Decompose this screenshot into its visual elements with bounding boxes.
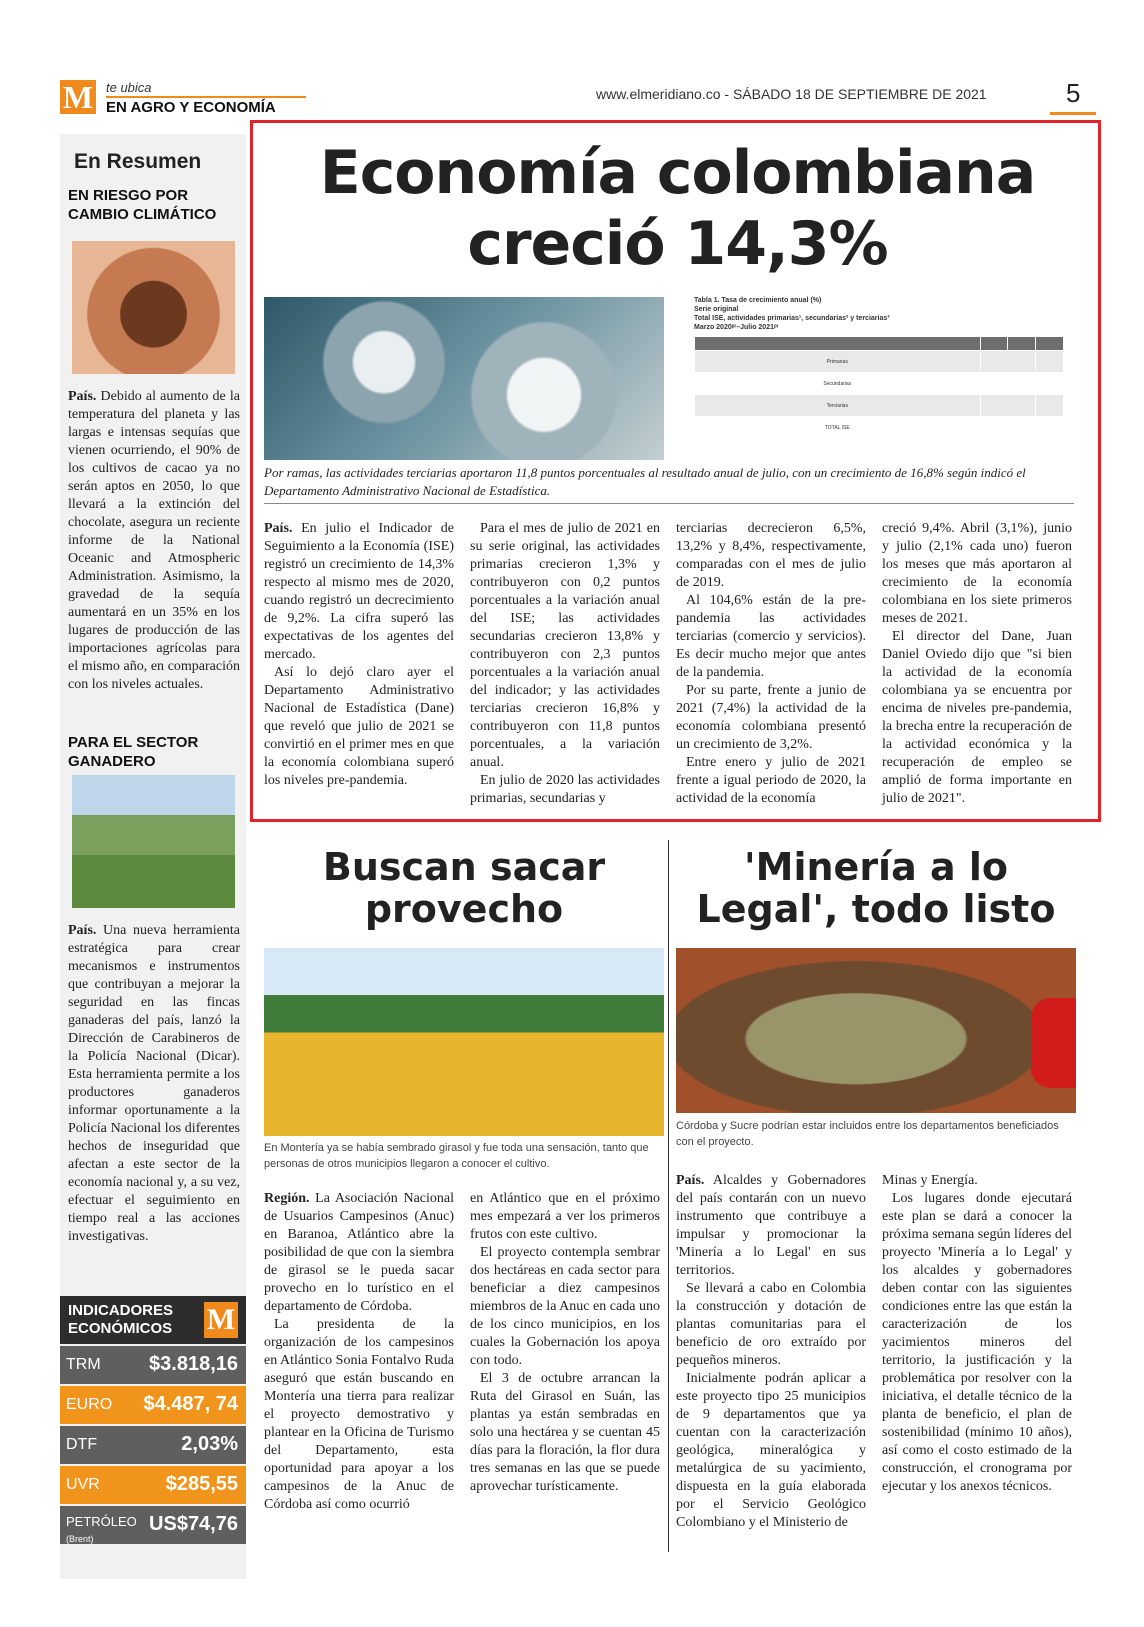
feature-column-1 — [264, 520, 454, 790]
feature-headline: Economía colombiana creció 14,3% — [319, 138, 1036, 279]
table-title-line: Serie original — [694, 306, 739, 313]
indicator-value: $285,55 — [165, 1473, 238, 1495]
indicator-sublabel: (Brent) — [66, 1534, 94, 1544]
paragraph: El director del Dane, Juan Daniel Oviedo dijo que "si bien la actividad de la economía colombiana ya se encuentra por encima de niveles pre-pandemia, la brecha entre la recuperación de la actividad económica y la recuperación de empleo se amplió de forma importante en julio de 2021". — [882, 629, 1072, 806]
girasol-column-1 — [264, 1190, 454, 1514]
feature-column-2 — [470, 520, 660, 808]
table-row-label: Primarias — [695, 351, 981, 373]
red-sleeve-detail — [1031, 998, 1076, 1088]
section-title: EN AGRO Y ECONOMÍA — [106, 99, 276, 116]
paragraph — [264, 1190, 454, 1316]
paragraph: creció 9,4%. Abril (3,1%), junio y julio (2,1% cada uno) fueron los meses que más aportaron al crecimiento de la economía colombiana en los siete primeros meses de 2021. — [882, 521, 1072, 626]
page-number: 5 — [1066, 78, 1081, 108]
paragraph: Inicialmente podrán aplicar a este proyecto tipo 25 municipios de 9 departamentos que ya cuentan con la caracterización geológica, mineralógica y metalúrgica de su yacimiento, dispuesta en la guía elaborada por el Servicio Geológico Colombiano y el Ministerio de — [676, 1371, 866, 1530]
paragraph: Al 104,6% están de la pre-pandemia las actividades terciarias (comercio y servicios). Es decir mucho mejor que antes de la pandemia. — [676, 593, 866, 680]
mineria-column-1 — [676, 1172, 866, 1532]
sidebar-item1-body: Debido al aumento de la temperatura del planeta y las largas e intensas sequías que vienen ocurriendo, el 90% de los cultivos de cacao ya no serán aptos en 2050, lo que llevará a la extinción del chocolate, asegura un reciente informe de la National Oceanic and Atmospheric Administration. Asimismo, la gravedad de la sequía aumentará en un 35% en los lugares de producción de las importaciones agrícolas para el mismo año, en comparación con los niveles actuales. — [68, 389, 240, 692]
caption-rule — [264, 503, 1074, 504]
sidebar-item1-heading: EN RIESGO POR CAMBIO CLIMÁTICO — [68, 187, 217, 223]
paragraph: Entre enero y julio de 2021 frente a igual periodo de 2020, la actividad de la economía — [676, 755, 866, 806]
feature-caption: Por ramas, las actividades terciarias aportaron 11,8 puntos porcentuales al resultado anual de julio, con un crecimiento de 16,8% según indicó el Departamento Administrativo Nacional de Estadística. — [264, 465, 1026, 498]
indicator-row-dtf — [60, 1426, 246, 1464]
indicator-value: US$74,76 — [149, 1513, 238, 1535]
mineria-caption: Córdoba y Sucre podrían estar incluidos entre los departamentos beneficiados con el proyecto. — [676, 1120, 1059, 1148]
indicator-label: TRM — [66, 1356, 101, 1373]
indicator-row-uvr — [60, 1466, 246, 1504]
indicator-label: DTF — [66, 1436, 98, 1453]
indicators-logo: M — [204, 1302, 238, 1338]
paragraph — [264, 520, 454, 664]
lead-word: País. — [676, 1173, 705, 1188]
lead-word: País. — [264, 521, 293, 536]
coins-photo — [264, 297, 664, 460]
table-header — [695, 337, 981, 351]
paragraph: Los lugares donde ejecutará este plan se dará a conocer la próxima semana según líderes del proyecto 'Minería a lo Legal' y los alcaldes y gobernadores deben contar con las siguientes condiciones entre las que están la caracterización de los yacimientos mineros del territorio, la justificación y la problemática por resolver con la iniciativa, el detalle técnico de la planta de beneficio, el plan de sostenibilidad (mínimo 10 años), así como el costo estimado de la construcción, el cronograma por ejecutar y los anexos técnicos. — [882, 1191, 1072, 1494]
table-header — [1036, 337, 1064, 351]
indicators-title: INDICADORES ECONÓMICOS — [68, 1302, 174, 1337]
table-row-label: Terciarias — [695, 395, 981, 417]
paragraph — [676, 1172, 866, 1280]
paragraph: terciarias decrecieron 6,5%, 13,2% y 8,4%, respectivamente, comparadas con el mes de julio de 2019. — [676, 521, 866, 590]
indicator-label: UVR — [66, 1476, 100, 1493]
girasol-caption: En Montería ya se había sembrado girasol y fue toda una sensación, tanto que personas de otros municipios llegaron a conocer el cultivo. — [264, 1142, 649, 1170]
ranch-photo — [72, 775, 235, 908]
table-header — [1008, 337, 1036, 351]
sidebar-item1-lead: País. — [68, 389, 97, 404]
paragraph: Para el mes de julio de 2021 en su serie original, las actividades primarias crecieron 1,3% y contribuyeron con 0,2 puntos porcentuales a la variación anual del ISE; las actividades secundarias crecieron 13,8% y contribuyeron con 2,3 puntos porcentuales a la variación anual del indicador; y las actividades terciarias crecieron 16,8% y contribuyeron con 11,8 puntos porcentuales, a la variación anual. — [470, 521, 660, 770]
table-title-line: Tabla 1. Tasa de crecimiento anual (%) — [694, 297, 822, 304]
paragraph-text: En julio el Indicador de Seguimiento a la Economía (ISE) registró un crecimiento de 14,3% respecto al mismo mes de 2020, cuando registró un decrecimiento de 9,2%. La cifra superó las expectativas de los agentes del mercado. — [264, 521, 454, 662]
newspaper-logo: M — [60, 80, 96, 114]
paragraph: en Atlántico que en el próximo mes empezará a ver los primeros frutos con este cultivo. — [470, 1191, 660, 1242]
table-row-label: TOTAL ISE — [695, 417, 981, 439]
paragraph: El 3 de octubre arrancan la Ruta del Girasol en Suán, las plantas ya están sembradas en solo una hectárea y se cuentan 45 días para la floración, la flor dura tres semanas en las que se puede aprovechar turísticamente. — [470, 1371, 660, 1494]
mineria-headline: 'Minería a lo Legal', todo listo — [696, 845, 1056, 931]
table-header — [980, 337, 1008, 351]
paragraph: Se llevará a cabo en Colombia la construcción y dotación de plantas comunitarias para el beneficio de oro extraído por pequeños mineros. — [676, 1281, 866, 1368]
page-number-underline — [1050, 112, 1096, 115]
sidebar-item1-text — [68, 388, 240, 694]
indicator-label: EURO — [66, 1396, 113, 1413]
paragraph: En julio de 2020 las actividades primarias, secundarias y — [470, 773, 660, 806]
sidebar-title: En Resumen — [74, 150, 202, 173]
table-row-label: Secundarias — [695, 373, 981, 395]
section-kicker: te ubica — [106, 80, 152, 95]
indicator-value: 2,03% — [181, 1433, 238, 1455]
paragraph: Así lo dejó claro ayer el Departamento Administrativo Nacional de Estadística (Dane) que reveló que julio de 2021 se convirtió en el primer mes en que la economía colombiana superó los niveles pre-pandemia. — [264, 665, 454, 788]
sidebar-item2-body: Una nueva herramienta estratégica para crear mecanismos e instrumentos que contribuyan a mejorar la seguridad en las fincas ganaderas del país, lanzó la Dirección de Carabineros de la Policía Nacional (Dicar). Esta herramienta permite a los productores ganaderos informar oportunamente a la Policía Nacional los diferentes hechos de inseguridad que afectan a este sector de la economía nacional y, a su vez, efectuar el seguimiento en tiempo real a las acciones investigativas. — [68, 923, 240, 1244]
paragraph: El proyecto contempla sembrar dos hectáreas en cada sector para beneficiar a diez campesinos miembros de la Anuc en cada uno de los cinco municipios, en los cuales la Gobernación los apoya con todo. — [470, 1245, 660, 1368]
paragraph-text: La Asociación Nacional de Usuarios Campesinos (Anuc) en Baranoa, Atlántico abre la posibilidad de que con la siembra de girasol se le pueda sacar provecho en lo turístico en el departamento de Córdoba. — [264, 1191, 454, 1314]
sidebar-item2-heading: PARA EL SECTOR GANADERO — [68, 734, 199, 770]
paragraph: La presidenta de la organización de los campesinos en Atlántico Sonia Fontalvo Ruda aseguró que están buscando en Montería una tierra para realizar el proyecto demostrativo y plantear en la Oficina de Turismo del Departamento, esta oportunidad para apoyar a los campesinos de la Anuc de Córdoba así como ocurrió — [264, 1317, 454, 1512]
indicator-value: $3.818,16 — [149, 1353, 238, 1375]
dateline: www.elmeridiano.co - SÁBADO 18 DE SEPTIEMBRE DE 2021 — [596, 86, 987, 102]
indicator-row-petroleo — [60, 1506, 246, 1544]
sunflower-field-photo — [264, 948, 664, 1136]
economic-indicators — [60, 1296, 246, 1544]
section-underline — [106, 96, 306, 98]
mineria-column-2 — [882, 1172, 1072, 1496]
paragraph-text: Alcaldes y Gobernadores del país contarán con un nuevo instrumento que contribuye a impulsar y promocionar la 'Minería a lo Legal' en sus territorios. — [676, 1173, 866, 1278]
feature-column-4 — [882, 520, 1072, 808]
lead-word: Región. — [264, 1191, 310, 1206]
gold-panning-photo — [676, 948, 1076, 1113]
indicator-row-euro — [60, 1386, 246, 1424]
indicator-value: $4.487, 74 — [143, 1393, 238, 1415]
indicators-header — [60, 1296, 246, 1344]
table-title-line: Total ISE, actividades primarias¹, secundarias² y terciarias³ — [694, 315, 890, 322]
paragraph: Por su parte, frente a junio de 2021 (7,4%) la actividad de la economía colombiana presentó un crecimiento de 3,2%. — [676, 683, 866, 752]
cacao-photo — [72, 241, 235, 374]
sidebar-item2-lead: País. — [68, 923, 97, 938]
growth-table — [694, 336, 1064, 439]
girasol-headline: Buscan sacar provecho — [322, 845, 606, 931]
table-title-line: Marzo 2020ᵖʳ–Julio 2021ᵖʳ — [694, 324, 779, 331]
girasol-column-2 — [470, 1190, 660, 1496]
indicator-label: PETRÓLEO — [66, 1514, 137, 1529]
feature-column-3 — [676, 520, 866, 808]
indicator-row-trm — [60, 1346, 246, 1384]
sidebar-item2-text — [68, 922, 240, 1246]
column-divider — [668, 840, 669, 1552]
growth-table-image — [694, 296, 1064, 439]
paragraph: Minas y Energía. — [882, 1173, 978, 1188]
